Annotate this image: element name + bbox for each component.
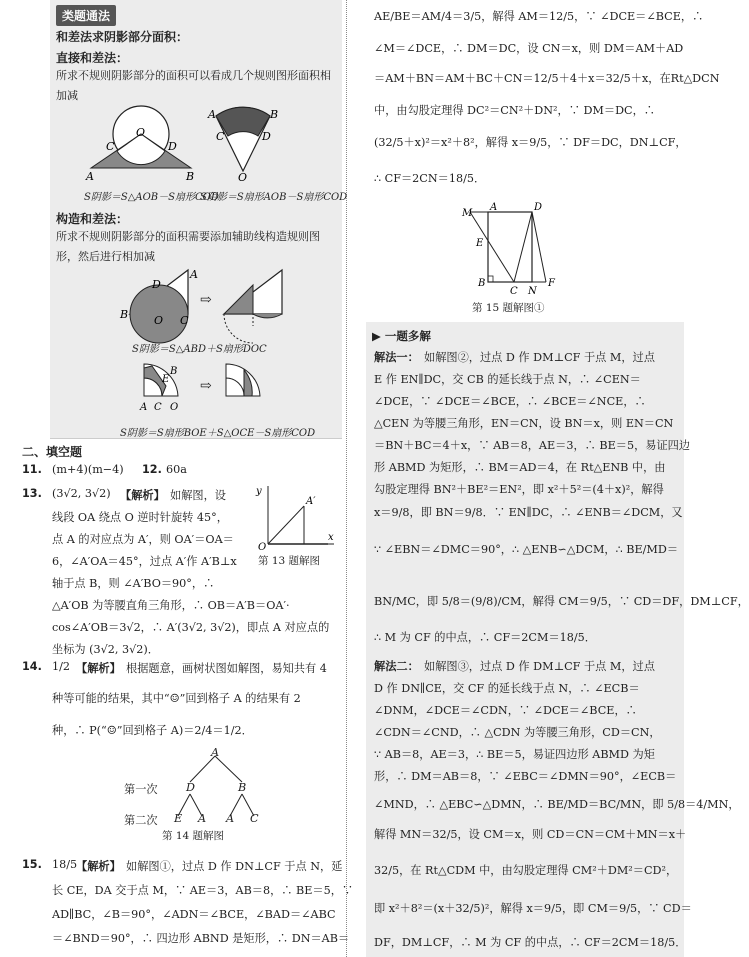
q13-line-5: 轴于点 B，则 ∠A′BO＝90°，∴ [52,577,215,590]
svg-text:C: C [510,286,518,297]
q13-line-4: 6，∠A′OA＝45°，过点 A′作 A′B⊥x [52,555,237,568]
svg-text:C: C [106,140,115,153]
svg-text:C: C [216,130,225,143]
sol1-line-6: 形 ABMD 为矩形，∴ BM＝AD＝4，在 Rt△ENB 中，由 [374,461,666,474]
figure-construct-4 [222,356,282,416]
figure-triangle-circle [86,106,196,186]
formula-construct-2: S阴影＝S扇形BOE＋S△OCE－S扇形COD [120,428,316,439]
method-tag: 类题通法 [56,5,116,26]
svg-text:O: O [258,542,267,553]
sol1-line-8: x＝9/8，即 BN＝9/8．∵ EN∥DC，∴ ∠ENB＝∠DCM，又 [374,506,683,519]
q15-number: 15. [22,858,42,871]
sol2-line-1: 如解图③，过点 D 作 DM⊥CF 于点 M，过点 [424,660,655,673]
sol2-line-3: ∠DNM，∠DCE＝∠CDN，∵ ∠DCE＝∠BCE，∴ [374,704,637,717]
q11-number: 11. [22,463,42,476]
svg-text:D: D [168,140,177,153]
svg-text:A: A [86,170,94,183]
sol2-line-2: D 作 DN∥CE，交 CF 的延长线于点 N，∴ ∠ECB＝ [374,682,640,695]
q13-line-8: 坐标为 (3√2, 3√2)． [52,643,159,656]
q15-line-4: ＝∠BND＝90°，∴ 四边形 ABND 是矩形，∴ DN＝AB＝ [52,932,350,945]
q15-tag: 【解析】 [76,860,121,873]
sol2-line-5: ∵ AB＝8，AE＝3，∴ BE＝5，易证四边形 ABMD 为矩 [374,748,655,761]
q13-line-3: 点 A 的对应点为 A′，则 OA′＝OA＝ [52,533,234,546]
svg-text:y: y [256,486,262,497]
sol2-line-7: ∠MND，∴ △EBC∽△DMN，∴ BE/MD＝BC/MN，即 5/8＝4/MN， [374,798,740,811]
q14-line-3: 种，∴ P(“☺”回到格子 A)＝2/4＝1/2． [52,724,253,737]
tree-node-a1: A [198,812,207,825]
q11-answer: (m+4)(m−4) [52,463,124,476]
formula-direct-2: S阴影＝S扇形AOB－S扇形COD [200,192,348,203]
figure-construct-3 [140,356,200,416]
svg-text:N: N [528,286,537,297]
svg-text:B: B [186,170,195,183]
svg-text:B: B [120,308,129,321]
tree-node-e: E [174,812,183,825]
q15-cont-line-3: ＝AM＋BN＝AM＋BC＋CN＝12/5＋4＋x＝32/5＋x，在Rt△DCN [374,72,720,85]
tree-level1-label: 第一次 [124,783,158,796]
sol1-line-4: △CEN 为等腰三角形，EN＝CN，设 BN＝x，则 EN＝CN [374,417,674,430]
tree-node-d: D [186,781,195,794]
heading-sum-diff: 和差法求阴影部分面积： [56,30,189,44]
sol2-line-8: 解得 MN＝32/5，设 CM＝x，则 CD＝CN＝CM＋MN＝x＋ [374,828,687,841]
svg-text:D: D [152,278,161,291]
q15-cont-line-1: AE/BE＝AM/4＝3/5，解得 AM＝12/5，∵ ∠DCE＝∠BCE，∴ [374,10,704,23]
sol1-line-2: E 作 EN∥DC，交 CB 的延长线于点 N，∴ ∠CEN＝ [374,373,641,386]
q14-line-2: 种等可能的结果，其中“☺”回到格子 A 的结果有 2 [52,692,301,705]
arrow-icon-2: ⇨ [200,378,212,394]
tree-node-a2: A [226,812,235,825]
figure-sector-ring [208,106,279,184]
sol2-line-11: DF，DM⊥CF，∴ M 为 CF 的中点，∴ CF＝2CM＝18/5． [374,936,687,949]
sub-direct: 直接和差法： [56,51,129,65]
sol2-line-4: ∠CDN＝∠CND，∴ △CDN 为等腰三角形，CD＝CN， [374,726,661,739]
figure-q15 [462,204,566,298]
sol1-line-7: 勾股定理得 BN²＋BE²＝EN²，即 x²＋5²＝(4＋x)²，解得 [374,483,664,496]
desc-construct: 所求不规则阴影部分的面积需要添加辅助线构造规则图形，然后进行相加减 [56,230,320,263]
svg-text:O: O [136,126,146,139]
q15-line-2: 长 CE，DA 交于点 M，∵ AE＝3，AB＝8，∴ BE＝5，∵ [52,884,354,897]
sol2-line-9: 32/5，在 Rt△CDM 中，由勾股定理得 CM²＋DM²＝CD²， [374,864,678,877]
svg-text:O: O [238,171,248,184]
sol1-line-11: ∴ M 为 CF 的中点，∴ CF＝2CM＝18/5． [374,631,596,644]
q13-tag: 【解析】 [120,489,165,502]
section-fill-blank: 二、填空题 [22,445,83,459]
svg-text:x: x [328,532,334,543]
q15-line-1: 如解图①，过点 D 作 DN⊥CF 于点 N，延 [126,860,343,873]
q15-answer: 18/5 [52,858,78,871]
q12-answer: 60a [166,463,187,476]
q15-cont-line-4: 中，由勾股定理得 DC²＝CN²＋DN²，∵ DM＝DC，∴ [374,104,655,117]
q15-cont-line-5: (32/5＋x)²＝x²＋8²，解得 x＝9/5，∵ DF＝DC，DN⊥CF， [374,136,687,149]
sol1-line-3: ∠DCE，∵ ∠DCE＝∠BCE，∴ ∠BCE＝∠NCE，∴ [374,395,646,408]
q13-line-1: 如解图，设 [170,489,226,502]
q13-number: 13. [22,487,42,500]
svg-text:A: A [140,402,148,413]
sol1-line-1: 如解图②，过点 D 作 DM⊥CF 于点 M，过点 [424,351,655,364]
svg-text:O: O [154,314,164,327]
sol1-line-5: ＝BN＋BC＝4＋x，∵ AB＝8，AE＝3，∴ BE＝5，易证四边 [374,439,691,452]
q14-number: 14. [22,660,42,673]
sub-construct: 构造和差法： [56,212,129,226]
svg-text:B: B [170,366,178,377]
svg-text:D: D [534,202,543,213]
svg-text:A: A [208,108,216,121]
q13-line-6: △A′OB 为等腰直角三角形，∴ OB＝A′B＝OA′· [52,599,290,612]
svg-text:A: A [490,202,498,213]
q15-cont-line-6: ∴ CF＝2CN＝18/5． [374,172,486,185]
column-divider [346,0,347,957]
q13-line-7: cos∠A′OB＝3√2，∴ A′(3√2, 3√2)，即点 A 对应点的 [52,621,330,634]
q13-line-2: 线段 OA 绕点 O 逆时针旋转 45°， [52,511,228,524]
figure-construct-1 [120,266,200,336]
tree-level2-label: 第二次 [124,814,158,827]
q15-fig-caption: 第 15 题解图① [472,302,545,314]
tree-root: A [211,746,220,759]
desc-direct: 所求不规则阴影部分的面积可以看成几个规则图形面积相加减 [56,69,331,102]
multi-solution-tag: ▶ 一题多解 [372,329,431,343]
svg-text:C: C [180,314,189,327]
sol1-label: 解法一： [374,351,419,364]
q13-caption: 第 13 题解图 [258,555,321,567]
svg-text:A: A [190,268,198,281]
sol1-line-9: ∵ ∠EBN＝∠DMC＝90°，∴ △ENB∽△DCM，∴ BE/MD＝ [374,543,679,556]
svg-text:O: O [170,402,179,413]
formula-construct-1: S阴影＝S△ABD＋S扇形DOC [132,344,267,355]
q14-answer: 1/2 [52,660,71,673]
q15-line-3: AD∥BC，∠B＝90°，∠ADN＝∠BCE，∠BAD＝∠ABC [52,908,336,921]
formula-direct-1: S阴影＝S△AOB－S扇形COD [84,192,219,203]
svg-text:F: F [548,278,555,289]
sol1-line-10: BN/MC，即 5/8＝(9/8)/CM，解得 CM＝9/5，∵ CD＝DF，DM⊥CF， [374,595,749,608]
figure-construct-2 [218,266,298,336]
svg-text:M: M [462,208,473,219]
svg-text:E: E [476,238,484,249]
tree-node-b: B [238,781,247,794]
q12-number: 12. [142,463,162,476]
sol2-line-6: 形，∴ DM＝AB＝8，∵ ∠EBC＝∠DMN＝90°，∠ECB＝ [374,770,677,783]
multi-solution-label: 一题多解 [384,329,431,343]
tree-node-c: C [250,812,259,825]
svg-text:A′: A′ [306,496,316,507]
q14-tag: 【解析】 [76,662,121,675]
q13-answer: (3√2, 3√2) [52,487,111,500]
sol2-label: 解法二： [374,660,419,673]
q14-line-1: 根据题意，画树状图如解图，易知共有 4 [126,662,327,675]
sol2-line-10: 即 x²＋8²＝(x＋32/5)²，解得 x＝9/5，即 CM＝9/5，∵ CD＝ [374,902,692,915]
svg-text:C: C [154,402,162,413]
arrow-icon: ⇨ [200,292,212,308]
figure-q13 [256,484,336,553]
svg-text:E: E [162,374,170,385]
svg-text:B: B [478,278,486,289]
q14-caption: 第 14 题解图 [162,830,225,842]
q15-cont-line-2: ∠M＝∠DCE，∴ DM＝DC，设 CN＝x，则 DM＝AM＋AD [374,42,684,55]
svg-text:D: D [262,130,271,143]
svg-text:B: B [270,108,279,121]
